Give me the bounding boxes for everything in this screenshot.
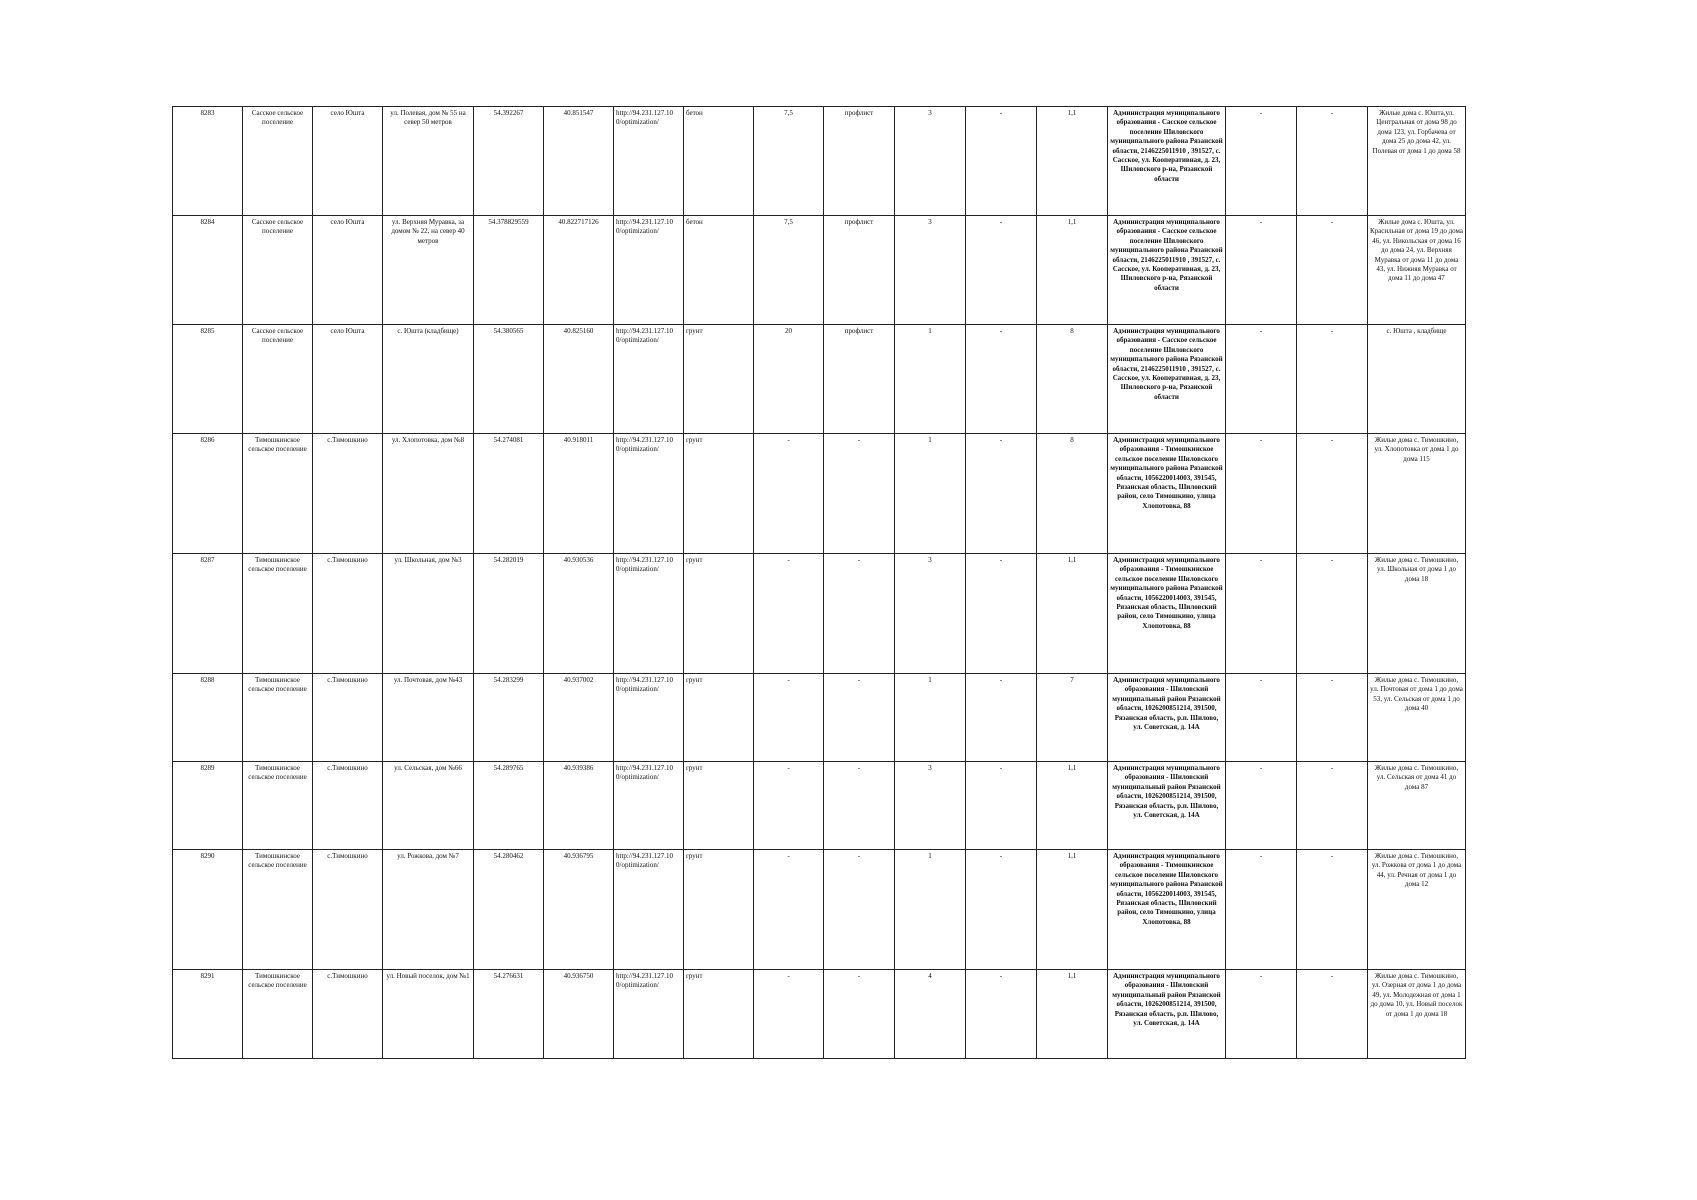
extra-cell-b: - — [1297, 216, 1368, 325]
site-number-cell: 8289 — [173, 762, 243, 850]
owner-cell: Администрация муниципального образования - Шиловский муниципальный район Рязанской области, 1026200851214, 391500, Рязанская область, р.п. Шилово, ул. Советская, д. 14А — [1108, 674, 1226, 762]
table-row — [173, 434, 1466, 554]
surface-cell: грунт — [684, 434, 754, 554]
surface-cell: бетон — [684, 107, 754, 216]
waste-sources-cell: Жилые дома с. Тимошкино, ул. Почтовая от дома 1 до дома 53, ул. Сельская от дома 1 до дома 40 — [1368, 674, 1466, 762]
longitude-cell: 40.822717126 — [544, 216, 614, 325]
container-count-cell: 1 — [895, 674, 966, 762]
extra-cell-b: - — [1297, 107, 1368, 216]
owner-cell: Администрация муниципального образования - Сасское сельское поселение Шиловского муниципального района Рязанской области, 2146225011910 , 391527, с. Сасское, ул. Кооперативная, д. 23, Шиловского р-на, Рязанской области — [1108, 107, 1226, 216]
url-cell: http://94.231.127.10 0/optimization/ — [614, 970, 684, 1059]
locality-cell: с.Тимошкино — [313, 970, 383, 1059]
settlement-cell: Тимошкинское сельское поселение — [243, 554, 313, 674]
registry-table — [172, 106, 1466, 1059]
fence-cell: - — [824, 554, 895, 674]
latitude-cell: 54.282019 — [474, 554, 544, 674]
area-cell: 7,5 — [754, 216, 824, 325]
url-cell: http://94.231.127.10 0/optimization/ — [614, 107, 684, 216]
locality-cell: село Юшта — [313, 325, 383, 434]
table-row — [173, 674, 1466, 762]
container-volume-cell: 1,1 — [1037, 554, 1108, 674]
latitude-cell: 54.280462 — [474, 850, 544, 970]
owner-cell: Администрация муниципального образования - Сасское сельское поселение Шиловского муниципального района Рязанской области, 2146225011910 , 391527, с. Сасское, ул. Кооперативная, д. 23, Шиловского р-на, Рязанской области — [1108, 325, 1226, 434]
extra-cell-b: - — [1297, 554, 1368, 674]
locality-cell: с.Тимошкино — [313, 434, 383, 554]
table-row — [173, 554, 1466, 674]
fence-cell: - — [824, 850, 895, 970]
planned-containers-cell: - — [966, 216, 1037, 325]
latitude-cell: 54.392267 — [474, 107, 544, 216]
address-cell: ул. Хлопотовка, дом №8 — [383, 434, 474, 554]
container-volume-cell: 8 — [1037, 434, 1108, 554]
fence-cell: - — [824, 762, 895, 850]
extra-cell-b: - — [1297, 434, 1368, 554]
extra-cell-a: - — [1226, 762, 1297, 850]
surface-cell: грунт — [684, 850, 754, 970]
area-cell: - — [754, 970, 824, 1059]
surface-cell: грунт — [684, 970, 754, 1059]
url-cell: http://94.231.127.10 0/optimization/ — [614, 674, 684, 762]
extra-cell-b: - — [1297, 325, 1368, 434]
longitude-cell: 40.918011 — [544, 434, 614, 554]
area-cell: - — [754, 554, 824, 674]
planned-containers-cell: - — [966, 325, 1037, 434]
area-cell: - — [754, 850, 824, 970]
container-volume-cell: 7 — [1037, 674, 1108, 762]
surface-cell: грунт — [684, 325, 754, 434]
container-volume-cell: 1,1 — [1037, 107, 1108, 216]
latitude-cell: 54.289765 — [474, 762, 544, 850]
fence-cell: - — [824, 434, 895, 554]
planned-containers-cell: - — [966, 434, 1037, 554]
fence-cell: - — [824, 674, 895, 762]
owner-cell: Администрация муниципального образования - Шиловский муниципальный район Рязанской области, 1026200851214, 391500, Рязанская область, р.п. Шилово, ул. Советская, д. 14А — [1108, 762, 1226, 850]
latitude-cell: 54.380565 — [474, 325, 544, 434]
extra-cell-b: - — [1297, 970, 1368, 1059]
site-number-cell: 8291 — [173, 970, 243, 1059]
planned-containers-cell: - — [966, 107, 1037, 216]
extra-cell-b: - — [1297, 762, 1368, 850]
settlement-cell: Сасское сельское поселение — [243, 216, 313, 325]
site-number-cell: 8287 — [173, 554, 243, 674]
area-cell: 7,5 — [754, 107, 824, 216]
container-count-cell: 4 — [895, 970, 966, 1059]
owner-cell: Администрация муниципального образования - Шиловский муниципальный район Рязанской области, 1026200851214, 391500, Рязанская область, р.п. Шилово, ул. Советская, д. 14А — [1108, 970, 1226, 1059]
waste-sources-cell: Жилые дома с. Юшта, ул. Красильная от дома 19 до дома 46, ул. Никольская от дома 16 до дома 24, ул. Верхняя Муравка от дома 11 до дома 43, ул. Нижняя Муравка от дома 11 до дома 47 — [1368, 216, 1466, 325]
container-volume-cell: 1,1 — [1037, 216, 1108, 325]
latitude-cell: 54.276631 — [474, 970, 544, 1059]
container-volume-cell: 1,1 — [1037, 762, 1108, 850]
waste-sources-cell: Жилые дома с. Тимошкино, ул. Озерная от дома 1 до дома 49, ул. Молодежная от дома 1 до дома 10, ул. Новый поселок от дома 1 до дома 18 — [1368, 970, 1466, 1059]
table-row — [173, 850, 1466, 970]
table-row — [173, 107, 1466, 216]
locality-cell: село Юшта — [313, 107, 383, 216]
locality-cell: с.Тимошкино — [313, 554, 383, 674]
extra-cell-a: - — [1226, 216, 1297, 325]
surface-cell: грунт — [684, 674, 754, 762]
fence-cell: профлист — [824, 325, 895, 434]
planned-containers-cell: - — [966, 850, 1037, 970]
waste-sources-cell: Жилые дома с. Юшта,ул. Центральная от дома 98 до дома 123, ул. Горбачева от дома 25 до дома 42, ул. Полевая от дома 1 до дома 58 — [1368, 107, 1466, 216]
extra-cell-b: - — [1297, 674, 1368, 762]
fence-cell: - — [824, 970, 895, 1059]
site-number-cell: 8290 — [173, 850, 243, 970]
surface-cell: бетон — [684, 216, 754, 325]
container-count-cell: 1 — [895, 850, 966, 970]
container-volume-cell: 1,1 — [1037, 970, 1108, 1059]
site-number-cell: 8285 — [173, 325, 243, 434]
container-volume-cell: 1,1 — [1037, 850, 1108, 970]
settlement-cell: Тимошкинское сельское поселение — [243, 970, 313, 1059]
site-number-cell: 8288 — [173, 674, 243, 762]
container-volume-cell: 8 — [1037, 325, 1108, 434]
waste-sources-cell: Жилые дома с. Тимошкино, ул. Хлопотовка от дома 1 до дома 115 — [1368, 434, 1466, 554]
locality-cell: с.Тимошкино — [313, 674, 383, 762]
area-cell: - — [754, 762, 824, 850]
address-cell: ул. Сельская, дом №66 — [383, 762, 474, 850]
planned-containers-cell: - — [966, 970, 1037, 1059]
waste-sources-cell: с. Юшта , кладбище — [1368, 325, 1466, 434]
longitude-cell: 40.936750 — [544, 970, 614, 1059]
container-count-cell: 1 — [895, 434, 966, 554]
extra-cell-a: - — [1226, 970, 1297, 1059]
latitude-cell: 54.274081 — [474, 434, 544, 554]
address-cell: ул. Почтовая, дом №43 — [383, 674, 474, 762]
surface-cell: грунт — [684, 762, 754, 850]
registry-body — [173, 107, 1466, 1059]
extra-cell-a: - — [1226, 325, 1297, 434]
container-count-cell: 1 — [895, 325, 966, 434]
site-number-cell: 8284 — [173, 216, 243, 325]
locality-cell: с.Тимошкино — [313, 762, 383, 850]
longitude-cell: 40.939386 — [544, 762, 614, 850]
table-row — [173, 325, 1466, 434]
settlement-cell: Тимошкинское сельское поселение — [243, 762, 313, 850]
waste-sources-cell: Жилые дома с. Тимошкино, ул. Рожкова от дома 1 до дома 44, ул. Речная от дома 1 до дома 12 — [1368, 850, 1466, 970]
waste-sources-cell: Жилые дома с. Тимошкино, ул. Сельская от дома 41 до дома 87 — [1368, 762, 1466, 850]
owner-cell: Администрация муниципального образования - Сасское сельское поселение Шиловского муниципального района Рязанской области, 2146225011910 , 391527, с. Сасское, ул. Кооперативная, д. 23, Шиловского р-на, Рязанской области — [1108, 216, 1226, 325]
container-count-cell: 3 — [895, 107, 966, 216]
latitude-cell: 54.283299 — [474, 674, 544, 762]
table-row — [173, 216, 1466, 325]
address-cell: ул. Новый поселок, дом №1 — [383, 970, 474, 1059]
table-row — [173, 762, 1466, 850]
address-cell: ул. Верхняя Муравка, за домом № 22, на север 40 метров — [383, 216, 474, 325]
latitude-cell: 54.378829559 — [474, 216, 544, 325]
fence-cell: профлист — [824, 107, 895, 216]
locality-cell: с.Тимошкино — [313, 850, 383, 970]
planned-containers-cell: - — [966, 674, 1037, 762]
longitude-cell: 40.851547 — [544, 107, 614, 216]
area-cell: - — [754, 434, 824, 554]
address-cell: ул. Рожкова, дом №7 — [383, 850, 474, 970]
fence-cell: профлист — [824, 216, 895, 325]
longitude-cell: 40.937002 — [544, 674, 614, 762]
site-number-cell: 8283 — [173, 107, 243, 216]
url-cell: http://94.231.127.10 0/optimization/ — [614, 216, 684, 325]
owner-cell: Администрация муниципального образования - Тимошкинское сельское поселение Шиловского муниципального района Рязанской области, 1056220014003, 391545, Рязанская область, Шиловский район, село Тимошкино, улица Хлопотовка, 88 — [1108, 554, 1226, 674]
planned-containers-cell: - — [966, 762, 1037, 850]
owner-cell: Администрация муниципального образования - Тимошкинское сельское поселение Шиловского муниципального района Рязанской области, 1056220014003, 391545, Рязанская область, Шиловский район, село Тимошкино, улица Хлопотовка, 88 — [1108, 434, 1226, 554]
container-count-cell: 3 — [895, 216, 966, 325]
planned-containers-cell: - — [966, 554, 1037, 674]
url-cell: http://94.231.127.10 0/optimization/ — [614, 325, 684, 434]
surface-cell: грунт — [684, 554, 754, 674]
container-count-cell: 3 — [895, 554, 966, 674]
waste-sources-cell: Жилые дома с. Тимошкино, ул. Школьная от дома 1 до дома 18 — [1368, 554, 1466, 674]
area-cell: 20 — [754, 325, 824, 434]
address-cell: с. Юшта (кладбище) — [383, 325, 474, 434]
extra-cell-a: - — [1226, 554, 1297, 674]
url-cell: http://94.231.127.10 0/optimization/ — [614, 762, 684, 850]
address-cell: ул. Полевая, дом № 55 на север 50 метров — [383, 107, 474, 216]
url-cell: http://94.231.127.10 0/optimization/ — [614, 434, 684, 554]
container-count-cell: 3 — [895, 762, 966, 850]
settlement-cell: Сасское сельское поселение — [243, 325, 313, 434]
table-row — [173, 970, 1466, 1059]
url-cell: http://94.231.127.10 0/optimization/ — [614, 554, 684, 674]
extra-cell-a: - — [1226, 850, 1297, 970]
longitude-cell: 40.825160 — [544, 325, 614, 434]
settlement-cell: Тимошкинское сельское поселение — [243, 674, 313, 762]
extra-cell-a: - — [1226, 107, 1297, 216]
site-number-cell: 8286 — [173, 434, 243, 554]
settlement-cell: Сасское сельское поселение — [243, 107, 313, 216]
settlement-cell: Тимошкинское сельское поселение — [243, 850, 313, 970]
longitude-cell: 40.930536 — [544, 554, 614, 674]
settlement-cell: Тимошкинское сельское поселение — [243, 434, 313, 554]
locality-cell: село Юшта — [313, 216, 383, 325]
address-cell: ул. Школьная, дом №3 — [383, 554, 474, 674]
owner-cell: Администрация муниципального образования - Тимошкинское сельское поселение Шиловского муниципального района Рязанской области, 1056220014003, 391545, Рязанская область, Шиловский район, село Тимошкино, улица Хлопотовка, 88 — [1108, 850, 1226, 970]
url-cell: http://94.231.127.10 0/optimization/ — [614, 850, 684, 970]
extra-cell-a: - — [1226, 434, 1297, 554]
area-cell: - — [754, 674, 824, 762]
extra-cell-b: - — [1297, 850, 1368, 970]
longitude-cell: 40.936795 — [544, 850, 614, 970]
extra-cell-a: - — [1226, 674, 1297, 762]
